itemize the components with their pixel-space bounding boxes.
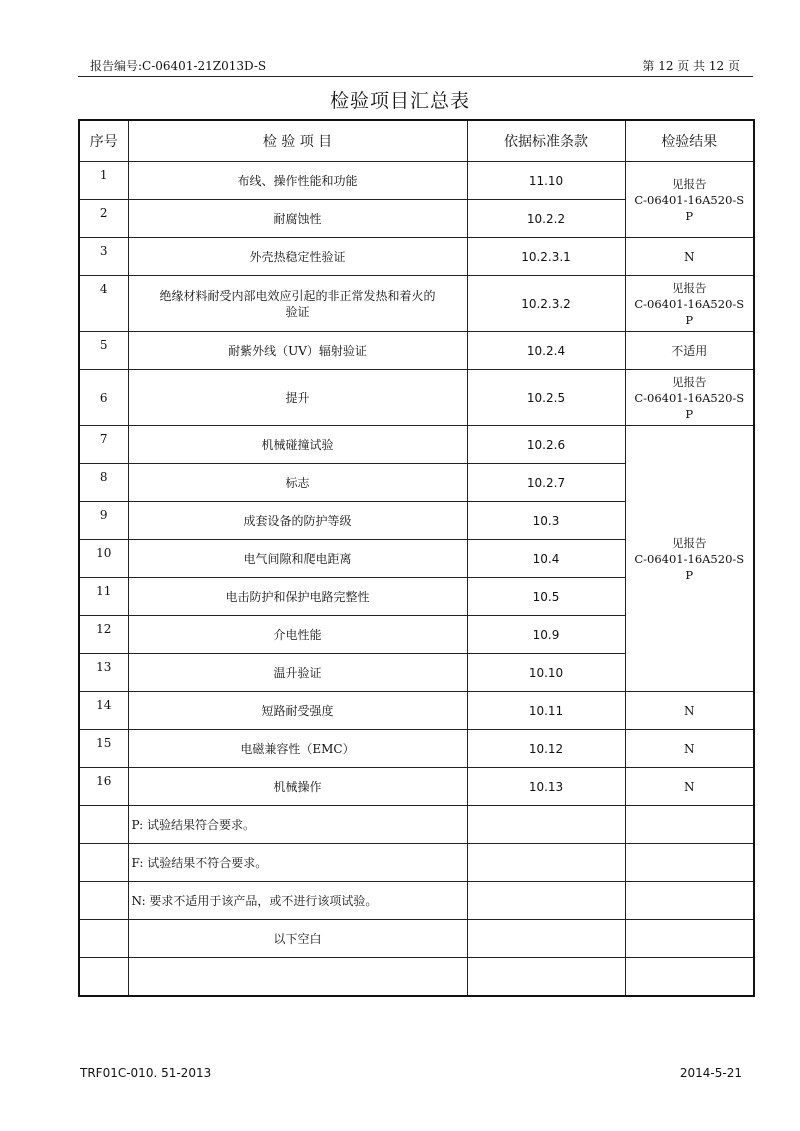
note-empty-cell	[79, 882, 128, 920]
result-line: P	[685, 406, 694, 421]
table-row	[79, 692, 754, 730]
blank-below-note: 以下空白	[128, 920, 467, 958]
row-item: 机械碰撞试验	[128, 426, 467, 464]
row-result: N	[625, 730, 754, 768]
report-number: 报告编号:C-06401-21Z013D-S	[90, 59, 267, 73]
header-item: 检 验 项 目	[128, 120, 467, 162]
row-item: 机械操作	[128, 768, 467, 806]
note-empty-cell	[79, 920, 128, 958]
table-row	[79, 162, 754, 200]
row-clause: 10.9	[467, 616, 625, 654]
row-clause: 10.2.7	[467, 464, 625, 502]
row-clause: 11.10	[467, 162, 625, 200]
row-no: 15	[79, 730, 128, 768]
empty-cell	[625, 958, 754, 996]
table-row	[79, 370, 754, 426]
row-item: 温升验证	[128, 654, 467, 692]
row-no: 2	[79, 200, 128, 238]
row-clause: 10.2.4	[467, 332, 625, 370]
row-item-line: 验证	[285, 304, 310, 319]
row-result	[625, 276, 754, 332]
result-line: P	[685, 208, 694, 223]
note-empty-cell	[467, 882, 625, 920]
note-empty-cell	[625, 882, 754, 920]
row-no: 14	[79, 692, 128, 730]
header-no: 序号	[79, 120, 128, 162]
table-row	[79, 768, 754, 806]
row-clause: 10.12	[467, 730, 625, 768]
row-clause: 10.13	[467, 768, 625, 806]
row-clause: 10.10	[467, 654, 625, 692]
row-no: 6	[79, 370, 128, 426]
row-item: 短路耐受强度	[128, 692, 467, 730]
row-clause: 10.11	[467, 692, 625, 730]
row-result: 不适用	[625, 332, 754, 370]
row-item: 电磁兼容性（EMC）	[128, 730, 467, 768]
row-clause: 10.5	[467, 578, 625, 616]
row-no: 7	[79, 426, 128, 464]
header-result: 检验结果	[625, 120, 754, 162]
table-row	[79, 730, 754, 768]
row-no: 8	[79, 464, 128, 502]
result-line: C-06401-16A520-S	[634, 390, 745, 405]
row-item: 耐腐蚀性	[128, 200, 467, 238]
table-row	[79, 238, 754, 276]
result-line: C-06401-16A520-S	[634, 192, 745, 207]
table-row	[79, 276, 754, 332]
row-result: N	[625, 692, 754, 730]
note-empty-cell	[79, 844, 128, 882]
row-result	[625, 162, 754, 238]
row-item: 成套设备的防护等级	[128, 502, 467, 540]
row-no: 9	[79, 502, 128, 540]
empty-cell	[128, 958, 467, 996]
row-item: 电击防护和保护电路完整性	[128, 578, 467, 616]
row-no: 5	[79, 332, 128, 370]
row-clause: 10.3	[467, 502, 625, 540]
row-clause: 10.2.3.1	[467, 238, 625, 276]
table-row	[79, 332, 754, 370]
result-line: 见报告	[672, 535, 707, 550]
row-item: 布线、操作性能和功能	[128, 162, 467, 200]
issue-date: 2014-5-21	[679, 1066, 742, 1080]
page-info: 第 12 页 共 12 页	[642, 59, 740, 73]
row-no: 3	[79, 238, 128, 276]
form-number: TRF01C-010. 51-2013	[80, 1066, 212, 1080]
row-clause: 10.2.6	[467, 426, 625, 464]
row-item: 介电性能	[128, 616, 467, 654]
row-no: 4	[79, 276, 128, 332]
row-no: 13	[79, 654, 128, 692]
note-row	[79, 806, 754, 844]
note-not-applicable: N: 要求不适用于该产品，或不进行该项试验。	[128, 882, 467, 920]
row-result: N	[625, 238, 754, 276]
row-no: 1	[79, 162, 128, 200]
result-line: 见报告	[672, 176, 707, 191]
note-empty-cell	[467, 920, 625, 958]
row-item: 外壳热稳定性验证	[128, 238, 467, 276]
row-no: 10	[79, 540, 128, 578]
note-fail: F: 试验结果不符合要求。	[128, 844, 467, 882]
note-row	[79, 882, 754, 920]
result-line: C-06401-16A520-S	[634, 551, 745, 566]
note-empty-cell	[625, 844, 754, 882]
row-result	[625, 370, 754, 426]
note-empty-cell	[625, 806, 754, 844]
note-empty-cell	[467, 806, 625, 844]
result-line: C-06401-16A520-S	[634, 296, 745, 311]
note-row	[79, 844, 754, 882]
row-clause: 10.2.3.2	[467, 276, 625, 332]
result-line: P	[685, 567, 694, 582]
note-empty-cell	[467, 844, 625, 882]
row-item: 耐紫外线（UV）辐射验证	[128, 332, 467, 370]
note-empty-cell	[625, 920, 754, 958]
row-item: 电气间隙和爬电距离	[128, 540, 467, 578]
row-item: 标志	[128, 464, 467, 502]
empty-row	[79, 958, 754, 996]
row-no: 11	[79, 578, 128, 616]
row-no: 12	[79, 616, 128, 654]
note-empty-cell	[79, 806, 128, 844]
note-row	[79, 920, 754, 958]
row-no: 16	[79, 768, 128, 806]
page-title: 检验项目汇总表	[329, 90, 470, 112]
table-row	[79, 426, 754, 464]
empty-cell	[467, 958, 625, 996]
row-item-line: 绝缘材料耐受内部电效应引起的非正常发热和着火的	[159, 288, 436, 303]
result-line: 见报告	[672, 374, 707, 389]
row-result	[625, 426, 754, 692]
row-clause: 10.4	[467, 540, 625, 578]
result-line: P	[685, 312, 694, 327]
row-clause: 10.2.5	[467, 370, 625, 426]
result-line: 见报告	[672, 280, 707, 295]
row-clause: 10.2.2	[467, 200, 625, 238]
row-item	[128, 276, 467, 332]
row-result: N	[625, 768, 754, 806]
table-header-row	[79, 120, 754, 162]
header-rule	[78, 76, 753, 77]
row-item: 提升	[128, 370, 467, 426]
empty-cell	[79, 958, 128, 996]
header-clause: 依据标准条款	[467, 120, 625, 162]
inspection-summary-table	[78, 119, 755, 997]
note-pass: P: 试验结果符合要求。	[128, 806, 467, 844]
